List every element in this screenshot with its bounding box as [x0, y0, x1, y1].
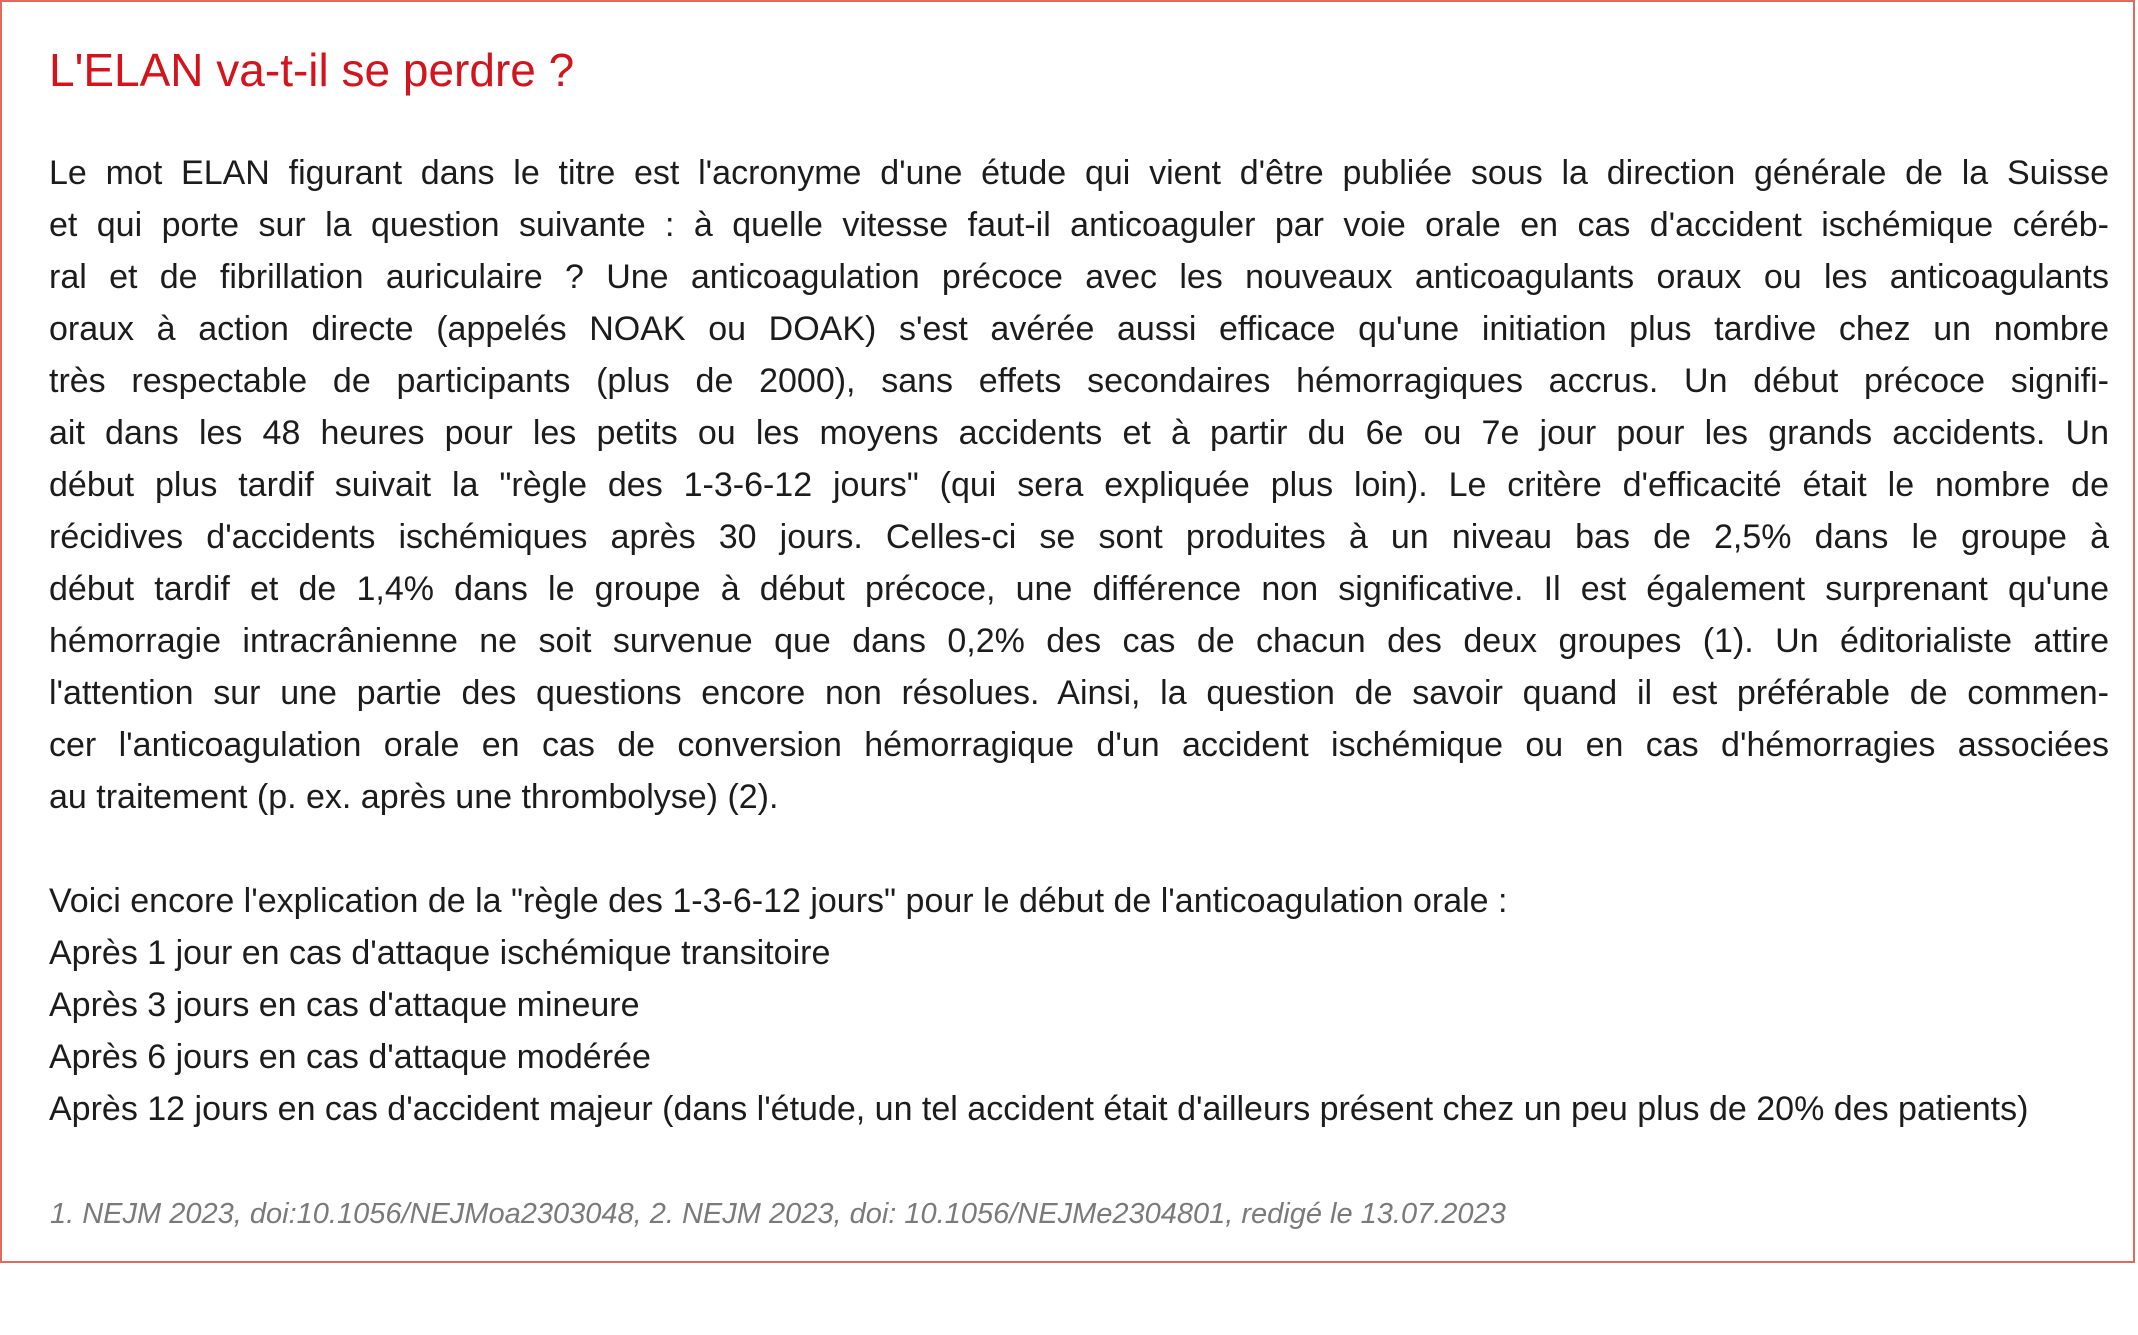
rule-item-3-days: Après 3 jours en cas d'attaque mineure: [49, 986, 640, 1024]
paragraph-line: oraux à action directe (appelés NOAK ou DOAK) s'est avérée aussi efficace qu'une initiation plus tardive chez un nombre: [49, 310, 2109, 348]
paragraph-line: très respectable de participants (plus de 2000), sans effets secondaires hémorragiques accrus. Un début précoce signifi-: [49, 362, 2109, 400]
paragraph-line: au traitement (p. ex. après une thrombolyse) (2).: [49, 778, 779, 816]
paragraph-line: ait dans les 48 heures pour les petits ou les moyens accidents et à partir du 6e ou 7e jour pour les grands accidents. Un: [49, 414, 2109, 452]
paragraph-line: cer l'anticoagulation orale en cas de conversion hémorragique d'un accident ischémique ou en cas d'hémorragies associées: [49, 726, 2109, 764]
paragraph-line: et qui porte sur la question suivante : à quelle vitesse faut-il anticoaguler par voie orale en cas d'accident ischémique céréb-: [49, 206, 2109, 244]
paragraph-line: début tardif et de 1,4% dans le groupe à début précoce, une différence non significative. Il est également surprenant qu'une: [49, 570, 2109, 608]
article-title: L'ELAN va-t-il se perdre ?: [49, 44, 575, 96]
paragraph-line: ral et de fibrillation auriculaire ? Une anticoagulation précoce avec les nouveaux anticoagulants oraux ou les anticoagulants: [49, 258, 2109, 296]
paragraph-line: récidives d'accidents ischémiques après 30 jours. Celles-ci se sont produites à un niveau bas de 2,5% dans le groupe à: [49, 518, 2109, 556]
paragraph-line: hémorragie intracrânienne ne soit survenue que dans 0,2% des cas de chacun des deux groupes (1). Un éditorialiste attire: [49, 622, 2109, 660]
paragraph-line: Le mot ELAN figurant dans le titre est l'acronyme d'une étude qui vient d'être publiée sous la direction générale de la Suisse: [49, 154, 2109, 192]
paragraph-gap: [49, 823, 2109, 875]
paragraph-line: l'attention sur une partie des questions encore non résolues. Ainsi, la question de savoir quand il est préférable de commen-: [49, 674, 2109, 712]
rule-item-6-days: Après 6 jours en cas d'attaque modérée: [49, 1038, 651, 1076]
rule-item-1-day: Après 1 jour en cas d'attaque ischémique transitoire: [49, 934, 831, 972]
references: 1. NEJM 2023, doi:10.1056/NEJMoa2303048, 2. NEJM 2023, doi: 10.1056/NEJMe2304801, redigé le 13.07.2023: [50, 1198, 1506, 1230]
article-body: [49, 147, 2109, 1135]
paragraph-line: début plus tardif suivait la "règle des 1-3-6-12 jours" (qui sera expliquée plus loin). Le critère d'efficacité était le nombre de: [49, 466, 2109, 504]
rule-intro: Voici encore l'explication de la "règle des 1-3-6-12 jours" pour le début de l'anticoagulation orale :: [49, 882, 1508, 920]
rule-item-12-days: Après 12 jours en cas d'accident majeur (dans l'étude, un tel accident était d'ailleurs présent chez un peu plus de 20% des patients): [49, 1090, 2029, 1128]
